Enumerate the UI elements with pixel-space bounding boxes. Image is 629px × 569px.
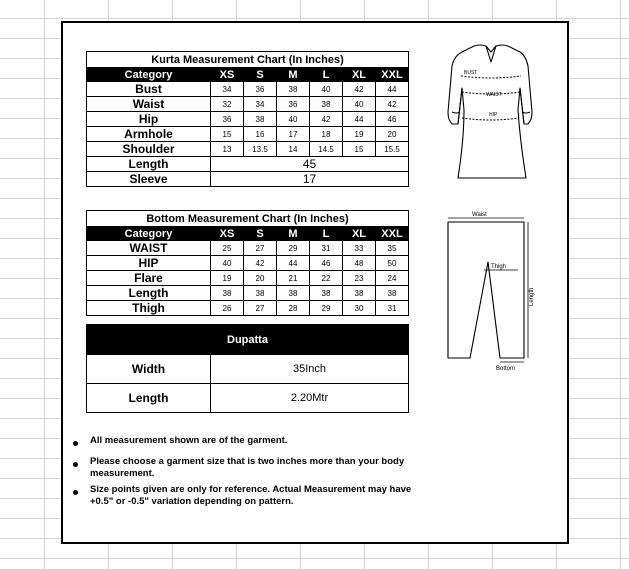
cell: 29 [310,301,343,316]
cell: 38 [277,82,310,97]
table-row [87,355,409,384]
cell: 21 [277,271,310,286]
cell: 42 [376,97,409,112]
table-row [87,127,409,142]
row-label: HIP [87,256,211,271]
cell: 31 [376,301,409,316]
cell: 35 [376,241,409,256]
cell: 30 [343,301,376,316]
cell: 23 [343,271,376,286]
row-label: Waist [87,97,211,112]
notes-list [73,435,413,512]
cell: 42 [343,82,376,97]
table-row [87,172,409,187]
cell: 27 [244,241,277,256]
header-cell: S [244,68,277,82]
header-cell: L [310,68,343,82]
row-label: Shoulder [87,142,211,157]
row-label: Length [87,157,211,172]
cell: 38 [244,286,277,301]
bust-label: BUST [464,70,478,76]
row-label: Armhole [87,127,211,142]
table-row [87,271,409,286]
header-cell: XL [343,227,376,241]
row-label: Width [87,355,211,384]
table-row [87,157,409,172]
cell: 40 [277,112,310,127]
waist-label: WAIST [486,92,502,98]
row-label: Length [87,384,211,413]
kurta-diagram [440,40,540,185]
cell: 17 [277,127,310,142]
kurta-header-row [87,68,409,82]
cell: 13 [211,142,244,157]
cell: 46 [376,112,409,127]
table-row [87,142,409,157]
bottom-header-row [87,227,409,241]
row-label: Length [87,286,211,301]
table-row [87,256,409,271]
cell: 33 [343,241,376,256]
cell: 17 [211,172,409,187]
cell: 44 [343,112,376,127]
cell: 32 [211,97,244,112]
note-text: Please choose a garment size that is two inches more than your body measurement. [90,456,405,479]
header-cell: M [277,68,310,82]
cell: 28 [277,301,310,316]
cell: 14 [277,142,310,157]
cell: 29 [277,241,310,256]
table-row [87,301,409,316]
cell: 36 [277,97,310,112]
cell: 19 [211,271,244,286]
row-label: Thigh [87,301,211,316]
bullet-icon [73,441,78,446]
cell: 38 [343,286,376,301]
cell: 46 [310,256,343,271]
row-label: Sleeve [87,172,211,187]
header-cell: XL [343,68,376,82]
header-cell: XS [211,227,244,241]
cell: 24 [376,271,409,286]
table-row [87,97,409,112]
cell: 42 [244,256,277,271]
note-text: Size points given are only for reference. Actual Measurement may have +0.5" or -0.5" variation depending on pattern. [90,484,412,507]
cell: 38 [211,286,244,301]
table-row [87,241,409,256]
table-row [87,112,409,127]
cell: 36 [211,112,244,127]
bullet-icon [73,490,78,495]
cell: 38 [310,286,343,301]
header-cell: XXL [376,68,409,82]
cell: 18 [310,127,343,142]
row-label: WAIST [87,241,211,256]
dupatta-chart [86,324,409,413]
note-item [73,456,413,480]
row-label: Bust [87,82,211,97]
note-item [73,484,413,508]
cell: 34 [244,97,277,112]
cell: 50 [376,256,409,271]
cell: 15 [343,142,376,157]
bottom-outline-icon [448,222,524,358]
cell: 15.5 [376,142,409,157]
cell: 44 [376,82,409,97]
cell: 25 [211,241,244,256]
cell: 40 [343,97,376,112]
note-item [73,435,413,447]
note-text: All measurement shown are of the garment. [90,435,288,446]
kurta-chart-title: Kurta Measurement Chart (In Inches) [87,52,409,68]
cell: 13.5 [244,142,277,157]
cell: 35Inch [211,355,409,384]
cell: 38 [244,112,277,127]
table-row [87,286,409,301]
dupatta-title: Dupatta [87,325,409,355]
cell: 45 [211,157,409,172]
cell: 20 [376,127,409,142]
cell: 38 [376,286,409,301]
kurta-chart [86,51,409,187]
header-cell: L [310,227,343,241]
length-label: Length [529,287,535,306]
cell: 40 [211,256,244,271]
cell: 38 [310,97,343,112]
header-cell: XS [211,68,244,82]
cell: 36 [244,82,277,97]
cell: 40 [310,82,343,97]
table-row [87,384,409,413]
cell: 44 [277,256,310,271]
cell: 14.5 [310,142,343,157]
cell: 20 [244,271,277,286]
cell: 48 [343,256,376,271]
cell: 16 [244,127,277,142]
thigh-label: Thigh [491,264,507,270]
cell: 26 [211,301,244,316]
cell: 2.20Mtr [211,384,409,413]
cell: 38 [277,286,310,301]
header-cell: Category [87,227,211,241]
bottom-chart [86,210,409,316]
bottom-diagram [440,208,540,372]
row-label: Flare [87,271,211,286]
header-cell: S [244,227,277,241]
hip-label: HIP [489,112,498,118]
bullet-icon [73,462,78,467]
header-cell: M [277,227,310,241]
waist-label: Waist [472,212,487,218]
bottom-label: Bottom [496,366,516,372]
cell: 42 [310,112,343,127]
cell: 15 [211,127,244,142]
cell: 22 [310,271,343,286]
cell: 19 [343,127,376,142]
bottom-chart-title: Bottom Measurement Chart (In Inches) [87,211,409,227]
row-label: Hip [87,112,211,127]
table-row [87,82,409,97]
header-cell: Category [87,68,211,82]
cell: 34 [211,82,244,97]
cell: 27 [244,301,277,316]
header-cell: XXL [376,227,409,241]
cell: 31 [310,241,343,256]
